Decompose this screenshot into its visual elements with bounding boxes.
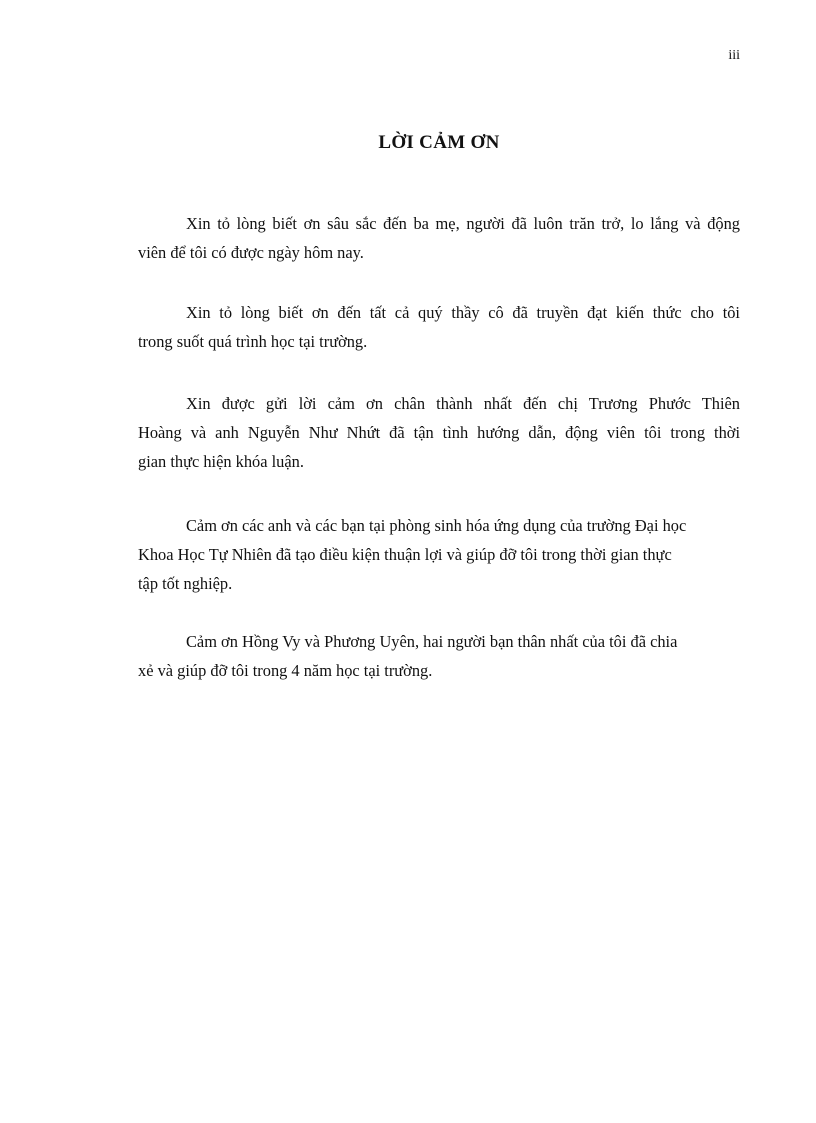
paragraph-line: trong suốt quá trình học tại trường. <box>138 332 368 351</box>
paragraph-line: Xin được gửi lời cảm ơn chân thành nhất đến chị Trương Phước Thiên <box>186 394 740 413</box>
paragraph-teachers <box>138 298 740 356</box>
paragraph-line: gian thực hiện khóa luận. <box>138 452 304 471</box>
paragraph-line: Xin tỏ lòng biết ơn đến tất cả quý thầy cô đã truyền đạt kiến thức cho tôi <box>186 303 740 322</box>
paragraph-line: tập tốt nghiệp. <box>138 574 233 593</box>
paragraph-line: Hoàng và anh Nguyễn Như Nhứt đã tận tình hướng dẫn, động viên tôi trong thời <box>138 423 740 442</box>
paragraph-parents <box>138 209 740 267</box>
paragraph-line: Cảm ơn các anh và các bạn tại phòng sinh hóa ứng dụng của trường Đại học <box>186 516 687 535</box>
paragraph-line: Khoa Học Tự Nhiên đã tạo điều kiện thuận lợi và giúp đỡ tôi trong thời gian thực <box>138 545 672 564</box>
page-title: LỜI CẢM ƠN <box>378 132 500 153</box>
paragraph-line: xẻ và giúp đỡ tôi trong 4 năm học tại trường. <box>138 661 433 680</box>
paragraph-line: Cảm ơn Hồng Vy và Phương Uyên, hai người bạn thân nhất của tôi đã chia <box>186 632 678 651</box>
paragraph-friends <box>138 627 740 685</box>
paragraph-lab <box>138 511 740 598</box>
paragraph-line: viên để tôi có được ngày hôm nay. <box>138 243 364 262</box>
page-number: iii <box>728 48 740 63</box>
paragraph-line: Xin tỏ lòng biết ơn sâu sắc đến ba mẹ, người đã luôn trăn trở, lo lắng và động <box>186 214 740 233</box>
paragraph-supervisors <box>138 389 740 476</box>
